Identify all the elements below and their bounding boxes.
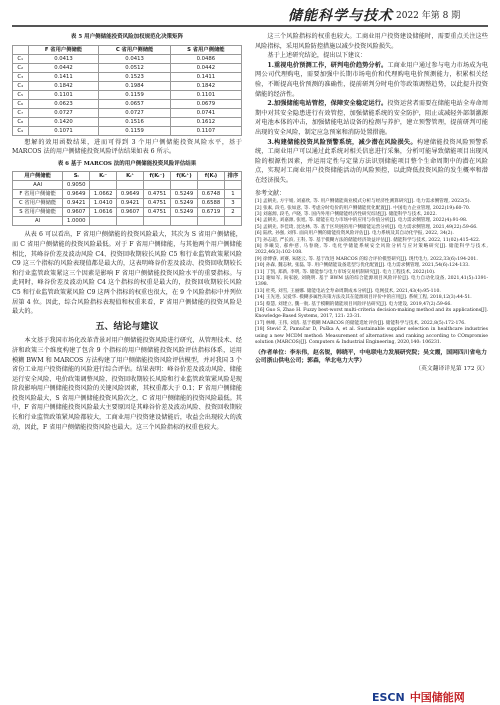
table5 — [12, 45, 242, 136]
table-cell: 0.0741 — [170, 108, 241, 117]
table-row — [13, 99, 242, 108]
table-cell: C₂ — [13, 63, 29, 72]
reference-item: [14] 王先进, 吴爱华. 模糊多属性决策方法及其在能源项目评价中的应用[J]. 系统工程, 2018,12(3):44-51. — [255, 295, 472, 301]
column-header: Sᵢ — [63, 172, 90, 181]
table-cell: 0.1159 — [99, 90, 170, 99]
table-cell: 0.6719 — [198, 208, 225, 217]
table-cell: 0.4751 — [144, 199, 171, 208]
reference-item: [10] 孙森, 魏志秋, 张磊, 等. 用户侧储能设备选型与优化配置[J]. 电力需求侧管理, 2021,54(6):124-133. — [255, 263, 470, 269]
table-cell: 0.0442 — [170, 63, 241, 72]
column-header: 排序 — [224, 172, 241, 181]
table-cell: 0.1984 — [99, 81, 170, 90]
table-cell — [90, 217, 117, 226]
table-row — [13, 63, 242, 72]
table-cell: C₆ — [13, 99, 29, 108]
item-body: 投资运营者需要在储能电站全寿命周期中对其安全隐患进行有效管控，加强储能系统的安全防护，阻止或减轻外部制激源对电池本体的冲击，加强储能电站设备的检测与养护，建立预警管理，提前研判可能出现的安全风险，制定应急预案和消防处置措施。 — [255, 100, 489, 136]
logo-en: ESCN — [372, 691, 405, 704]
reference-item: [18] Stević Ž, Pamučar D, Puška A, et al. Sustainable supplier selection in healthcare industries using a new MCDM method: Measurement of alternatives and ranking according to COmpromise solution (MARCOS)[J]. Computers & Industrial Engineering, 2020,140: 106231. — [255, 327, 488, 346]
table-cell: S 省用户侧储能 — [13, 208, 63, 217]
references-title: 参考文献： — [255, 189, 286, 197]
table-cell: AI — [13, 217, 63, 226]
paragraph: 这三个风险指标的权重也较大。工商业用户投资建设储能时，需要重点关注这些风险指标，采用风险防控措施以减少投资风险损失。 — [255, 33, 488, 50]
table-cell — [117, 181, 144, 190]
table-row — [13, 208, 242, 217]
table-cell: 0.0486 — [170, 54, 241, 63]
table-cell: C₈ — [13, 117, 29, 126]
author-affiliation: （作者单位：李东伟，赵名锐，韩晓平，中电联电力发展研究院；吴文霞，国网四川省电力公司浙山供电公司；郭森，华北电力大学） — [255, 350, 487, 365]
table-row — [13, 199, 242, 208]
table6 — [12, 171, 242, 226]
table-cell: 1.0662 — [90, 190, 117, 199]
table-row — [13, 90, 242, 99]
table-cell: 0.5249 — [171, 199, 198, 208]
reference-item: [9] 徐博睿, 刘赛, 朱晓云, 等. 基于改进 MARCOS 的综合评价模型研究[J]. 现代电力, 2022,33(6):194-201. — [255, 256, 478, 262]
table-cell: 0.9421 — [117, 199, 144, 208]
table-cell: 0.1101 — [170, 90, 241, 99]
issue-label: 2022 年第 8 期 — [396, 11, 461, 21]
table-cell: C₄ — [13, 81, 29, 90]
item-body: 工商业用户通过参与电力市场成为电网公司代理购电，需要加强中长期市场电价和代理购电电价预测能力，积累相关经验，不断提高电价预测的准确性，提前研判分时电价等政策调整趋势，以此提升投资储能的经济性。 — [255, 61, 489, 98]
table-cell: 0.0623 — [28, 99, 99, 108]
table-cell: AAI — [13, 181, 63, 190]
table-row — [13, 217, 242, 226]
table-cell — [224, 181, 241, 190]
reference-item: [11] 丁凯, 郑新, 李明, 等. 储能参与电力市场交易机制研究[J]. 电力工程技术, 2022(10). — [255, 269, 436, 275]
reference-item: [1] 孟朝先, 方宇娟, 刘嘉欣, 等. 用户侧储能商业模式分析与经济性测算研究[J]. 电力需求侧管理, 2022(5). — [255, 199, 471, 205]
table-cell: C₁ — [13, 54, 29, 63]
reference-item: [12] 谢如军, 尚家骏, 刘晓明. 基于 BWM 法的综合能源项目风险评价[J]. 电力自动化设备, 2021,41(5):1391-1398. — [255, 275, 488, 288]
table-cell — [171, 181, 198, 190]
table-cell: 0.0512 — [99, 63, 170, 72]
table-row — [13, 117, 242, 126]
item-title: 2.加强储能电站管控，保障安全稳定运行。 — [267, 100, 388, 108]
table-cell — [117, 217, 144, 226]
table-cell: 0.0727 — [28, 108, 99, 117]
journal-title: 储能科学与技术 — [288, 8, 393, 24]
column-header — [13, 45, 29, 54]
reference-list — [255, 199, 488, 346]
table-cell — [198, 217, 225, 226]
escn-logo — [372, 686, 465, 704]
table-cell: 2 — [224, 208, 241, 217]
reference-item: [13] 杜英, 刘雪, 王丽娜. 储能电站全寿命周期成本分析[J]. 电网技术, 2021,43(4):95-110. — [255, 288, 441, 294]
column-header: f(Kᵢ⁺) — [171, 172, 198, 181]
table-cell: 0.9649 — [63, 190, 90, 199]
reference-item: [15] 蔡慧, 刘建立, 魏一航. 基于模糊的储能项目风险评估研究[J]. 电力建设, 2019,47(2):59-66. — [255, 301, 452, 307]
paragraph — [255, 99, 488, 137]
reference-item: [7] 孙志超, 严长滨, 王科, 等. 基于模糊方法的储能经济效益评估[J]. 储能科学与技术, 2022, 11(02):415-422. — [255, 237, 481, 243]
table-cell: 0.0679 — [170, 99, 241, 108]
section-heading: 五、结论与建议 — [95, 321, 159, 332]
reference-item: [2] 张素, 段毛, 张如意, 等. 考虑分时电价的用户侧储能优化配置[J]. 中国电力企业管理, 2022(19):60-70. — [255, 205, 471, 211]
table-row — [13, 126, 242, 135]
item-body: 构建储能投资风险预警系统，工商业用户可以通过此系统对相关信息进行采集，分析可能导致储能项目出现风险的根源性因素，并运用定性与定量方法识别储能项目整个生命周期中的潜在风险点，实现对工商业用户投资储能活动的风险预控，以此降低投资风险的发生概率和潜在经济损失。 — [255, 138, 488, 184]
item-title: 3.构建储能投资风险预警系统，减少潜在风险损失。 — [267, 138, 417, 146]
table-cell: 0.1071 — [28, 126, 99, 135]
table-cell — [90, 181, 117, 190]
table-cell: 1.0000 — [63, 217, 90, 226]
table-cell: 0.0442 — [28, 63, 99, 72]
table-cell: 0.1842 — [170, 81, 241, 90]
table-cell: 0.0413 — [99, 54, 170, 63]
table-cell: 0.9649 — [117, 190, 144, 199]
table-cell: 0.6748 — [198, 190, 225, 199]
table5-caption: 表 5 用户侧储能投资风险加权规范化决策矩阵 — [70, 34, 184, 40]
column-header: S 省用户侧储能 — [170, 45, 241, 54]
table-cell: 0.4751 — [144, 190, 171, 199]
table-cell: 0.9607 — [117, 208, 144, 217]
column-header: f(Kᵢ) — [198, 172, 225, 181]
reference-item: [17] 林峰, 王伟, 刘清. 基于模糊 MARCOS 的储能选址评价[J]. 储能科学与技术, 2022,8(5):172-176. — [255, 320, 466, 326]
table-cell: 0.1411 — [28, 72, 99, 81]
table-cell: C₃ — [13, 72, 29, 81]
paragraph: 想解的效用函数结果，进而可得到 3 个用户侧储能投资风险水平，基于 MARCOS 法的用户侧储能投资风险评估结果如表 6 所示。 — [12, 138, 242, 156]
paragraph: 基于上述研究结论，提出以下建议： — [267, 52, 367, 60]
reference-item: [8] 李曦昊, 郝仲慈, 马春晓, 等. 电化学储能系统安全风险分析与应对策略研究[J]. 储能科学与技术, 2022,46(3):102-108. — [255, 243, 488, 256]
table-cell: 0.0727 — [99, 108, 170, 117]
table-cell: 0.5249 — [171, 190, 198, 199]
reference-item: [4] 孟朝先, 刘嘉源, 张旭, 等. 储能在电力市场中的应用与价值分析[J]. 电力需求侧管理, 2022(4):91-98. — [255, 218, 468, 224]
table-cell: 0.1101 — [28, 90, 99, 99]
reference-item: [6] 陆欣, 孙强, 刘伟. 面向用户侧的储能投资风险评估[J]. 电力系统及其自动化学报, 2022, 34(2). — [255, 231, 454, 237]
header-rule — [12, 25, 488, 27]
left-column — [12, 32, 242, 432]
table-cell: C₅ — [13, 90, 29, 99]
table-cell: 0.1411 — [170, 72, 241, 81]
table-cell: 3 — [224, 199, 241, 208]
table-cell: 0.9421 — [63, 199, 90, 208]
column-header: C 省用户侧储能 — [99, 45, 170, 54]
table-cell: 1.0616 — [90, 208, 117, 217]
table-cell: 0.1523 — [99, 72, 170, 81]
table-cell: C 省用户侧储能 — [13, 199, 63, 208]
right-column — [255, 32, 488, 375]
reference-item: [5] 孟朝先, 李佳琦, 沈达林, 等. 基于区块链的用户侧储能运营分析[J]. 电力需求侧管理, 2021,49(22):59-66. — [255, 224, 478, 230]
column-header: Kᵢ⁻ — [90, 172, 117, 181]
column-header: F 省用户侧储能 — [28, 45, 99, 54]
reference-item: [16] Guo S, Zhao H. Fuzzy best-worst multi-criteria decision-making method and its applications[J]. Knowledge-Based Systems, 2017, 121: 23-31. — [255, 308, 488, 320]
table-cell: 0.1842 — [28, 81, 99, 90]
logo-cn: 中国储能网 — [409, 691, 465, 704]
table-cell: 0.1612 — [170, 117, 241, 126]
table-cell: F 省用户侧储能 — [13, 190, 63, 199]
column-header: f(Kᵢ⁻) — [144, 172, 171, 181]
table-cell — [171, 217, 198, 226]
continuation-note: （英文翻译详见第 172 页） — [415, 366, 488, 373]
table-cell: 1.0410 — [90, 199, 117, 208]
table-header-row — [13, 172, 242, 181]
reference-item: [3] 刘嘉源, 段毛, 卢晓, 等. 国内外用户侧储能经济性研究综述[J]. 储能科学与技术, 2022. — [255, 211, 437, 217]
table-cell — [224, 217, 241, 226]
table-row — [13, 190, 242, 199]
table-row — [13, 81, 242, 90]
table-cell: 0.9607 — [63, 208, 90, 217]
table-cell: 0.0657 — [99, 99, 170, 108]
table-cell: 0.4751 — [144, 208, 171, 217]
column-header: 用户侧储能 — [13, 172, 63, 181]
table-cell — [144, 217, 171, 226]
column-header: Kᵢ⁺ — [117, 172, 144, 181]
item-title: 1.重视电价预测工作，研判电价趋势分析。 — [267, 61, 388, 69]
page-header — [0, 0, 500, 30]
paragraph — [255, 61, 488, 99]
table-cell: 0.1159 — [99, 126, 170, 135]
table-cell: 0.6588 — [198, 199, 225, 208]
table-cell: 0.1420 — [28, 117, 99, 126]
table-header-row — [13, 45, 242, 54]
table-cell: C₇ — [13, 108, 29, 117]
table-row — [13, 72, 242, 81]
table-row — [13, 54, 242, 63]
table-cell: 0.1107 — [170, 126, 241, 135]
table-cell: 0.1516 — [99, 117, 170, 126]
table6-caption: 表 6 基于 MARCOS 法的用户侧储能投资风险评估结果 — [57, 160, 197, 167]
paragraph: 从表 6 可以看出，F 省用户侧储能的投资风险最大，其次为 S 省用户侧储能，而 C 省用户侧储能的投资风险最低。对于 F 省用户侧储能，与其他两个用户侧储能相比，其峰谷价差及波动风险 C4、投资回收期较长风险 C5 和行业监管政策紧风险 C9 这三个指标的风险表现值都是最大的，这表明峰谷价差及波动、投资回收期较长和行业监管政策紧这三个因素是影响 F 省用户侧储能投资风险水平的重要指标。与此同时，峰谷价差及波动风险 C4 这个指标的权重是最大的，投资回收期较长风险 C5 和行业监管政策紧风险 C9 这两个指标的权重也很大，在 9 个风险指标中并列位居第 4 位。因此，综合风险指标表现值和权重来看，F 省用户侧储能的投资风险是最大的。 — [12, 231, 242, 316]
table-cell — [198, 181, 225, 190]
table-cell: 0.0413 — [28, 54, 99, 63]
paragraph — [255, 138, 488, 186]
table-cell: 0.9050 — [63, 181, 90, 190]
table-cell: 1 — [224, 190, 241, 199]
table-cell: C₉ — [13, 126, 29, 135]
paragraph: 本文基于我国市场化改革背景对用户侧储能投资风险进行研究，从管理技术、经济和政策三个维度构建了包含 9 个指标的用户侧储能投资风险评估指标体系，运用模糊 BWM 和 MARCOS 方法构建了用户侧储能投资风险评估模型，并对我国 3 个省份工业用户投资储能的风险进行综合评估。结果表明：峰谷价差及波动风险、储能运行安全风险、电价政策调整风险、投资回收期较长风险和行业监管政策紧风险是现阶段影响用户侧储能投资风险的关键风险因素，其权重都大于 0.1；F 省用户侧储能投资风险最大，S 省用户侧储能投资风险次之，C 省用户侧储能的投资风险最低。其中，F 省用户侧储能投资风险最大主要原因是其峰谷价差及波动风险、投资回收期较长和行业监管政策紧风险都较大，工商业用户投资建设储能后，收益会出现较大的波动，因此，F 省用户侧储能投资风险也最大。这三个风险指标的权重也较大。 — [12, 337, 242, 431]
table-cell — [144, 181, 171, 190]
table-row — [13, 181, 242, 190]
table-cell: 0.5249 — [171, 208, 198, 217]
table-row — [13, 108, 242, 117]
